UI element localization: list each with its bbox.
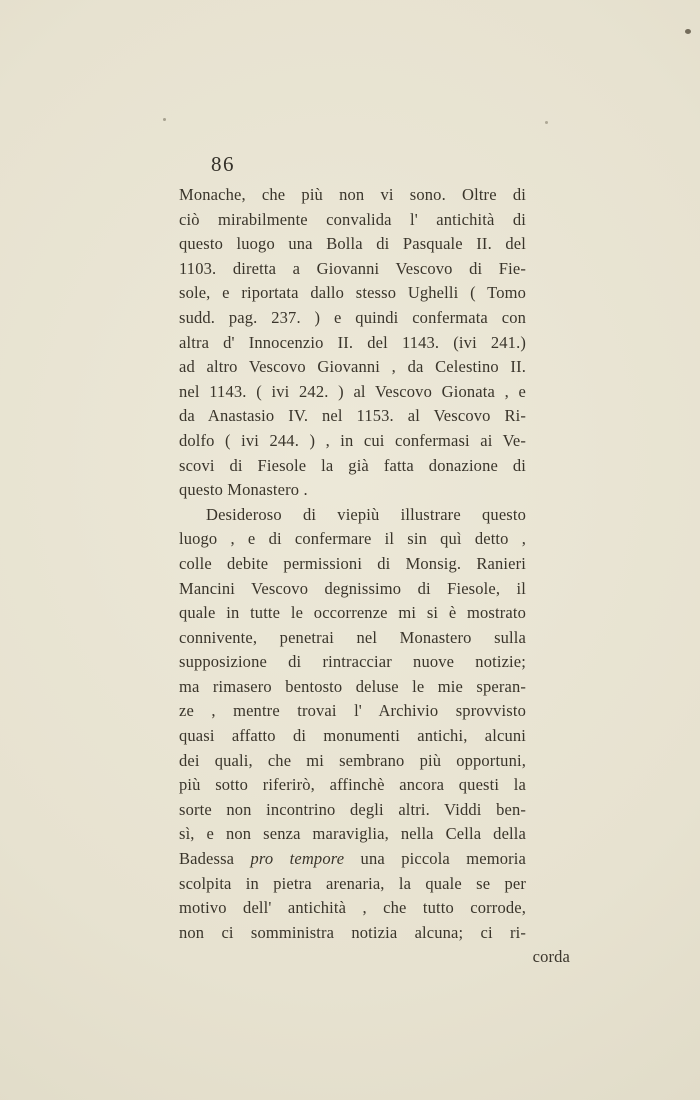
- text-block: [179, 183, 570, 970]
- text-line: Monache, che più non vi sono. Oltre di: [179, 185, 526, 204]
- ink-speck: [545, 121, 548, 124]
- text-line: più sotto riferirò, affinchè ancora questi la: [179, 775, 526, 795]
- paragraph-1: [179, 183, 526, 503]
- text-line: ze , mentre trovai l' Archivio sprovvisto: [179, 701, 526, 721]
- text-line: quasi affatto di monumenti antichi, alcuni: [179, 726, 526, 746]
- text-line: ma rimasero bentosto deluse le mie speran-: [179, 676, 526, 696]
- line-with-italic-phrase: [179, 847, 526, 872]
- text-line: 1103. diretta a Giovanni Vescovo di Fie-: [179, 258, 526, 278]
- text-line: dolfo ( ivi 244. ) , in cui confermasi ai Ve-: [179, 430, 526, 450]
- text-line: connivente, penetrai nel Monastero sulla: [179, 627, 526, 647]
- text-line: questo Monastero .: [179, 480, 308, 500]
- text-line: Desideroso di viepiù illustrare questo: [206, 504, 526, 524]
- ink-speck: [685, 29, 691, 34]
- text-line: sì, e non senza maraviglia, nella Cella della: [179, 824, 526, 844]
- italic-phrase: pro tempore: [250, 849, 345, 869]
- text-line: luogo , e di confermare il sin quì detto ,: [179, 529, 526, 549]
- text-line: altra d' Innocenzio II. del 1143. (ivi 241.): [179, 332, 526, 352]
- text-line: supposizione di rintracciar nuove notizie;: [179, 652, 526, 672]
- italic-line-after: una piccola memoria: [344, 849, 526, 869]
- text-line: motivo dell' antichità , che tutto corrode,: [179, 898, 526, 918]
- text-line: sorte non incontrino degli altri. Viddi ben-: [179, 799, 526, 819]
- text-line: quale in tutte le occorrenze mi si è mostrato: [179, 603, 526, 623]
- paragraph-2: [179, 503, 526, 946]
- text-line: sudd. pag. 237. ) e quindi confermata con: [179, 307, 526, 327]
- text-line: nel 1143. ( ivi 242. ) al Vescovo Gionata , e: [179, 381, 526, 401]
- text-line: sole, e riportata dallo stesso Ughelli ( Tomo: [179, 283, 526, 303]
- text-line: ad altro Vescovo Giovanni , da Celestino II.: [179, 357, 526, 377]
- text-line: ciò mirabilmente convalida l' antichità di: [179, 209, 526, 229]
- text-line: colle debite permissioni di Monsig. Ranieri: [179, 553, 526, 573]
- text-line: scovi di Fiesole la già fatta donazione di: [179, 455, 526, 475]
- text-line: non ci somministra notizia alcuna; ci ri-: [179, 922, 526, 942]
- text-line: dei quali, che mi sembrano più opportuni,: [179, 750, 526, 770]
- paragraph-2-lines-after-italic: [179, 872, 526, 946]
- page-number: 86: [211, 152, 235, 176]
- ink-speck: [163, 118, 166, 121]
- text-line: da Anastasio IV. nel 1153. al Vescovo Ri-: [179, 406, 526, 426]
- italic-line-before: Badessa: [179, 849, 251, 869]
- text-line: scolpita in pietra arenaria, la quale se per: [179, 873, 526, 893]
- text-line: questo luogo una Bolla di Pasquale II. del: [179, 234, 526, 254]
- text-line: Mancini Vescovo degnissimo di Fiesole, il: [179, 578, 526, 598]
- catchword: corda: [532, 947, 570, 967]
- paragraph-2-lines-before-italic: [179, 503, 526, 847]
